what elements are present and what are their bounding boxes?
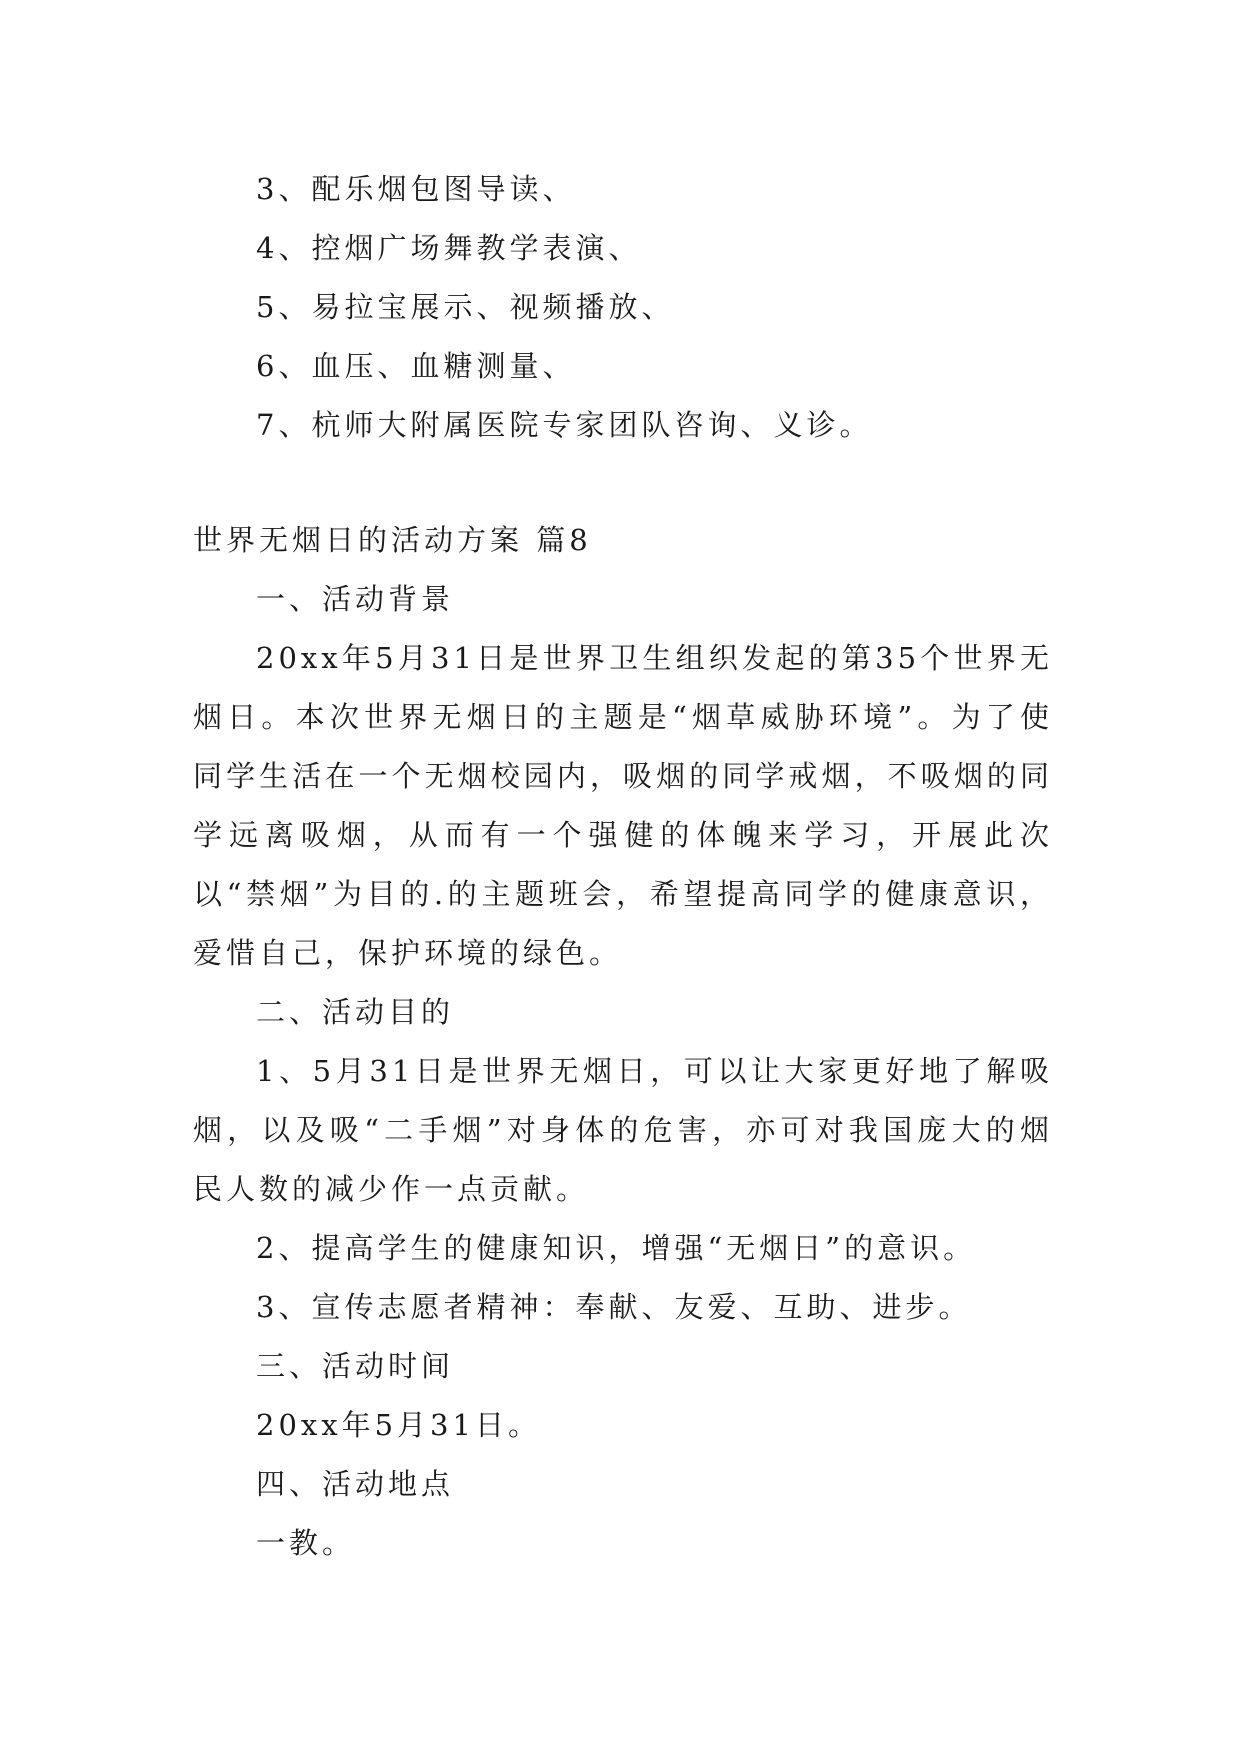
paragraph-background: 20xx年5月31日是世界卫生组织发起的第35个世界无烟日。本次世界无烟日的主题是“烟草威胁环境”。为了使同学生活在一个无烟校园内，吸烟的同学戒烟，不吸烟的同学远离吸烟，从而有一个强健的体魄来学习，开展此次以“禁烟”为目的.的主题班会，希望提高同学的健康意识，爱惜自己，保护环境的绿色。 [193,641,1053,970]
document-body [193,160,1053,1573]
heading-time: 三、活动时间 [256,1349,455,1383]
goal-item-3: 3、宣传志愿者精神：奉献、友爱、互助、进步。 [256,1290,972,1324]
place-value: 一教。 [256,1526,356,1560]
section-title: 世界无烟日的活动方案 篇8 [193,523,592,557]
list-item: 4、控烟广场舞教学表演、 [256,231,642,265]
time-value: 20xx年5月31日。 [256,1408,541,1442]
paragraph-goal-1: 1、5月31日是世界无烟日，可以让大家更好地了解吸烟，以及吸“二手烟”对身体的危害，亦可对我国庞大的烟民人数的减少作一点贡献。 [193,1054,1053,1206]
heading-goal: 二、活动目的 [256,995,455,1029]
heading-place: 四、活动地点 [256,1467,455,1501]
list-item: 6、血压、血糖测量、 [256,349,576,383]
list-item: 3、配乐烟包图导读、 [256,172,576,206]
list-item: 7、杭师大附属医院专家团队咨询、义诊。 [256,408,873,442]
goal-item-2: 2、提高学生的健康知识，增强“无烟日”的意识。 [256,1231,977,1265]
heading-background: 一、活动背景 [256,582,455,616]
list-item: 5、易拉宝展示、视频播放、 [256,290,675,324]
